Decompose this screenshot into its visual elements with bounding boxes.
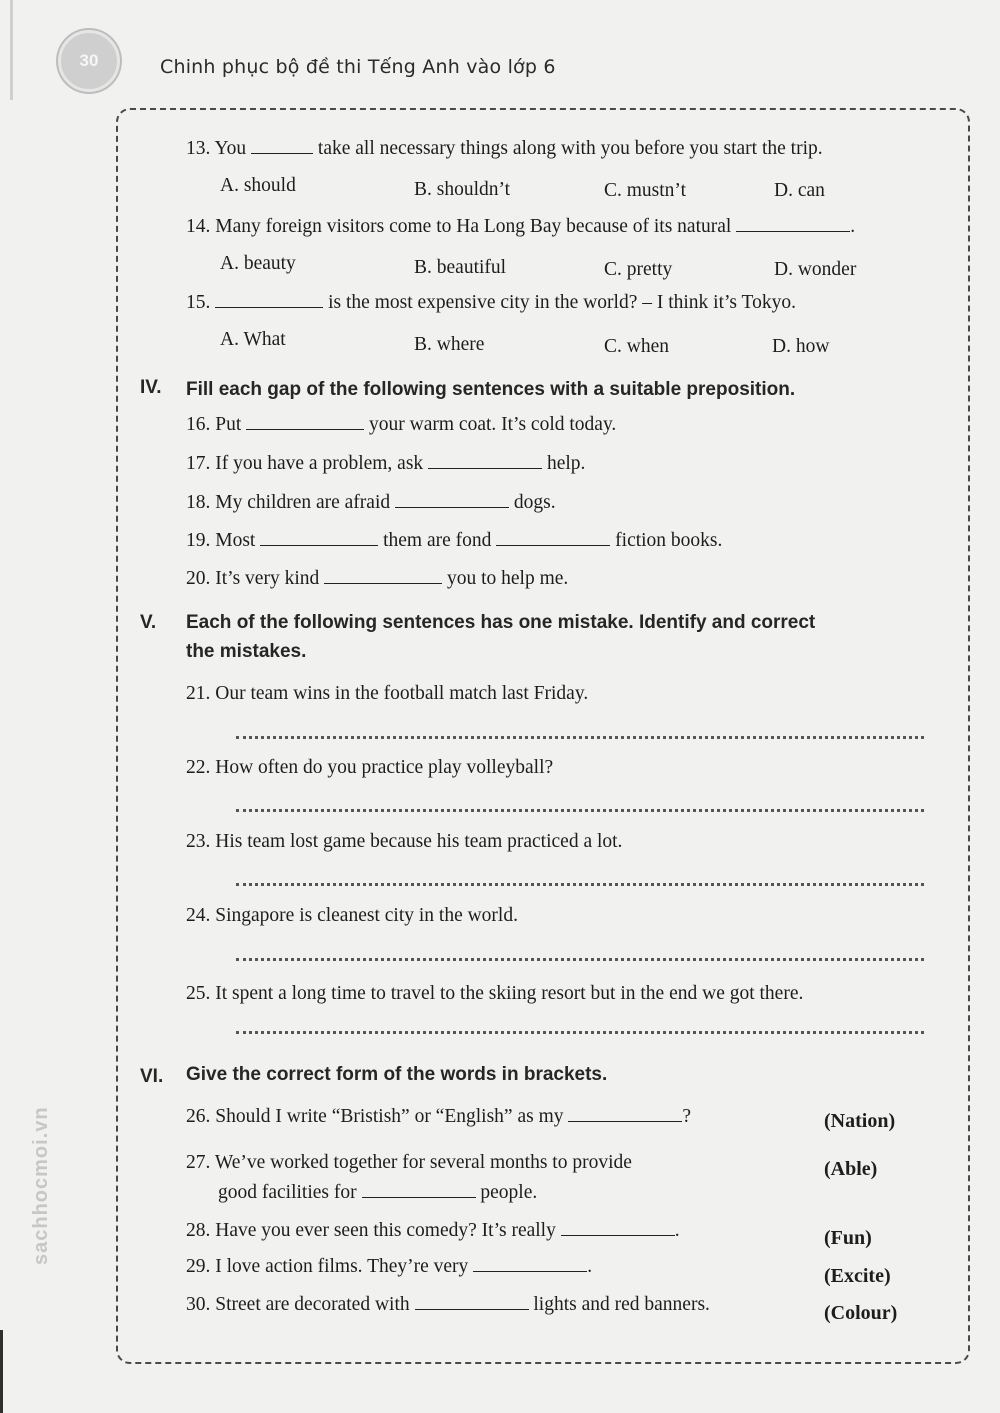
question-22: 22. How often do you practice play volleyball?	[186, 757, 554, 778]
answer-blank[interactable]	[362, 1182, 476, 1198]
option-b[interactable]: B. where	[414, 334, 485, 355]
option-a[interactable]: A. beauty	[220, 253, 296, 274]
answer-blank[interactable]	[568, 1106, 682, 1122]
answer-blank[interactable]	[251, 138, 313, 154]
option-c[interactable]: C. when	[604, 336, 669, 357]
word-hint: (Able)	[824, 1158, 878, 1180]
option-d[interactable]: D. can	[774, 180, 825, 201]
question-18: 18. My children are afraid dogs.	[186, 492, 556, 513]
question-27: 27. We’ve worked together for several months to provide	[186, 1152, 632, 1173]
option-c[interactable]: C. pretty	[604, 259, 673, 280]
question-16: 16. Put your warm coat. It’s cold today.	[186, 414, 617, 435]
word-hint: (Colour)	[824, 1302, 898, 1324]
watermark: sachhocmoi.vn	[30, 1106, 52, 1265]
answer-line[interactable]	[236, 733, 924, 739]
question-24: 24. Singapore is cleanest city in the world.	[186, 905, 518, 926]
section-4-number: IV.	[140, 377, 162, 398]
question-20: 20. It’s very kind you to help me.	[186, 568, 569, 589]
answer-line[interactable]	[236, 1028, 924, 1034]
answer-blank[interactable]	[496, 530, 610, 546]
answer-blank[interactable]	[324, 568, 442, 584]
section-4-instruction: Fill each gap of the following sentences with a suitable preposition.	[186, 379, 796, 400]
question-23: 23. His team lost game because his team practiced a lot.	[186, 831, 623, 852]
answer-blank[interactable]	[395, 492, 509, 508]
section-6-instruction: Give the correct form of the words in brackets.	[186, 1064, 608, 1085]
option-a[interactable]: A. should	[220, 175, 296, 196]
question-29: 29. I love action films. They’re very .	[186, 1256, 593, 1277]
book-title: Chinh phục bộ đề thi Tếng Anh vào lớp 6	[160, 56, 556, 78]
answer-blank[interactable]	[428, 453, 542, 469]
answer-blank[interactable]	[215, 292, 323, 308]
section-6-number: VI.	[140, 1066, 164, 1087]
answer-blank[interactable]	[260, 530, 378, 546]
answer-line[interactable]	[236, 806, 924, 812]
option-b[interactable]: B. beautiful	[414, 257, 507, 278]
option-d[interactable]: D. wonder	[774, 259, 857, 280]
question-27-line-2: good facilities for people.	[218, 1182, 538, 1203]
answer-blank[interactable]	[473, 1256, 587, 1272]
word-hint: (Fun)	[824, 1227, 872, 1249]
option-b[interactable]: B. shouldn’t	[414, 179, 511, 200]
answer-blank[interactable]	[561, 1220, 675, 1236]
option-d[interactable]: D. how	[772, 336, 830, 357]
question-21: 21. Our team wins in the football match last Friday.	[186, 683, 589, 704]
binding-edge	[0, 1330, 3, 1413]
option-a[interactable]: A. What	[220, 329, 286, 350]
section-5-instruction: Each of the following sentences has one mistake. Identify and correct the mistakes.	[186, 612, 816, 663]
margin-rule	[10, 0, 13, 100]
word-hint: (Nation)	[824, 1110, 896, 1132]
answer-line[interactable]	[236, 955, 924, 961]
question-28: 28. Have you ever seen this comedy? It’s really .	[186, 1220, 680, 1241]
section-5-number: V.	[140, 612, 157, 633]
question-13: 13. You take all necessary things along with you before you start the trip.	[186, 138, 823, 159]
question-15: 15. is the most expensive city in the world? – I think it’s Tokyo.	[186, 292, 796, 313]
page-number-badge: 30	[58, 30, 120, 92]
question-30: 30. Street are decorated with lights and red banners.	[186, 1294, 710, 1315]
question-25: 25. It spent a long time to travel to the skiing resort but in the end we got there.	[186, 983, 804, 1004]
answer-line[interactable]	[236, 880, 924, 886]
answer-blank[interactable]	[246, 414, 364, 430]
question-17: 17. If you have a problem, ask help.	[186, 453, 586, 474]
answer-blank[interactable]	[415, 1294, 529, 1310]
option-c[interactable]: C. mustn’t	[604, 180, 686, 201]
question-14: 14. Many foreign visitors come to Ha Long Bay because of its natural .	[186, 216, 856, 237]
question-26: 26. Should I write “Bristish” or “English” as my ?	[186, 1106, 692, 1127]
word-hint: (Excite)	[824, 1265, 891, 1287]
answer-blank[interactable]	[736, 216, 850, 232]
question-19: 19. Most them are fond fiction books.	[186, 530, 723, 551]
